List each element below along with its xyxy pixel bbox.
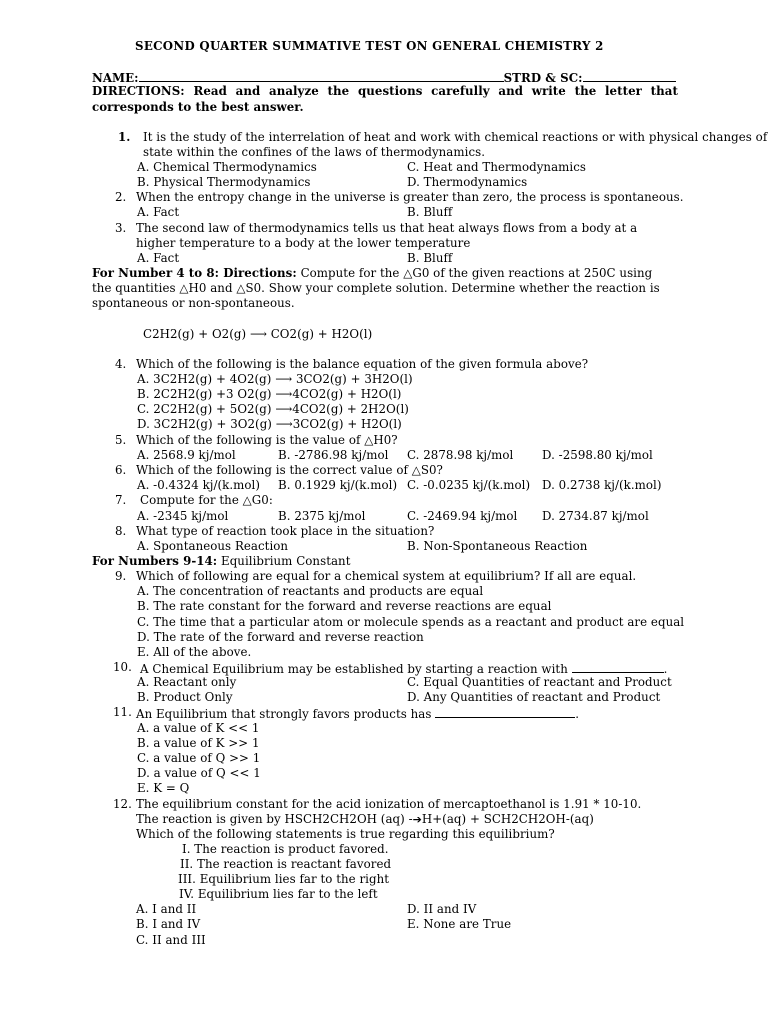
q8-option-a: A. Spontaneous Reaction (137, 539, 289, 553)
section-4-8-line3: spontaneous or non-spontaneous. (92, 296, 295, 310)
q1-option-d: D. Thermodynamics (407, 175, 528, 189)
q7-option-a: A. -2345 kj/mol (137, 509, 229, 523)
q4-option-c: C. 2C2H2(g) + 5O2(g) ⟶4CO2(g) + 2H2O(l) (137, 402, 409, 416)
q2-option-a: A. Fact (137, 205, 180, 219)
q9-number: 9. (115, 569, 127, 583)
q1-option-b: B. Physical Thermodynamics (137, 175, 311, 189)
name-blank[interactable] (139, 69, 504, 82)
q10-option-b: B. Product Only (137, 690, 233, 704)
q10-option-a: A. Reactant only (137, 675, 237, 689)
reaction-equation: C2H2(g) + O2(g) ⟶ CO2(g) + H2O(l) (143, 327, 373, 341)
q6-option-d: D. 0.2738 kj/(k.mol) (542, 478, 662, 492)
section-9-14 (92, 554, 351, 569)
q5-option-d: D. -2598.80 kj/mol (542, 448, 653, 462)
q12-option-c: C. II and III (136, 933, 206, 947)
name-label: NAME: (92, 71, 139, 85)
q5-option-a: A. 2568.9 kj/mol (137, 448, 236, 462)
q10-option-d: D. Any Quantities of reactant and Product (407, 690, 661, 704)
q7-option-c: C. -2469.94 kj/mol (407, 509, 518, 523)
q5-option-c: C. 2878.98 kj/mol (407, 448, 514, 462)
q7-text: Compute for the △G0: (140, 493, 273, 507)
q4-option-b: B. 2C2H2(g) +3 O2(g) ⟶4CO2(g) + H2O(l) (137, 387, 402, 401)
q1-text-line2: state within the confines of the laws of thermodynamics. (143, 145, 486, 159)
q10-text: A Chemical Equilibrium may be established by starting a reaction with (140, 662, 568, 676)
strand-blank[interactable] (583, 69, 676, 82)
q3-text-line2: higher temperature to a body at the lower temperature (136, 236, 471, 250)
section-4-8-line1 (92, 266, 652, 281)
q12-option-a: A. I and II (136, 902, 197, 916)
q12-reaction-right: H+(aq) + SCH2CH2OH-(aq) (421, 812, 594, 826)
q9-option-d: D. The rate of the forward and reverse reaction (137, 630, 424, 644)
q1-number: 1. (118, 130, 131, 144)
q4-option-a: A. 3C2H2(g) + 4O2(g) ⟶ 3CO2(g) + 3H2O(l) (137, 372, 413, 386)
q12-option-b: B. I and IV (136, 917, 201, 931)
q6-text: Which of the following is the correct value of △S0? (136, 463, 443, 477)
section-9-14-label: For Numbers 9-14: (92, 554, 218, 568)
q5-number: 5. (115, 433, 127, 447)
q12-statement-3: III. Equilibrium lies far to the right (178, 872, 390, 886)
q3-number: 3. (115, 221, 127, 235)
q12-reaction-left: The reaction is given by HSCH2CH2OH (aq) - (136, 812, 413, 826)
q8-number: 8. (115, 524, 127, 538)
q1-text-line1: It is the study of the interrelation of heat and work with chemical reactions or with physical changes of (143, 130, 768, 144)
q9-option-c: C. The time that a particular atom or molecule spends as a reactant and product are equal (137, 615, 685, 629)
q2-text: When the entropy change in the universe is greater than zero, the process is spontaneous. (136, 190, 684, 204)
q3-option-b: B. Bluff (407, 251, 453, 265)
q7-number: 7. (115, 493, 127, 507)
q12-number: 12. (113, 797, 132, 811)
q11-number: 11. (113, 705, 132, 719)
q12-statement-1: I. The reaction is product favored. (182, 842, 389, 856)
q10-number: 10. (113, 660, 132, 674)
q9-option-a: A. The concentration of reactants and products are equal (137, 584, 484, 598)
q11-option-a: A. a value of K << 1 (137, 721, 260, 735)
q11-option-e: E. K = Q (137, 781, 190, 795)
q12-option-e: E. None are True (407, 917, 512, 931)
q2-number: 2. (115, 190, 127, 204)
q3-text-line1: The second law of thermodynamics tells us that heat always flows from a body at a (136, 221, 638, 235)
q10-text-line: A Chemical Equilibrium may be established by starting a reaction with . (140, 662, 668, 676)
q4-option-d: D. 3C2H2(g) + 3O2(g) ⟶3CO2(g) + H2O(l) (137, 417, 402, 431)
q9-option-e: E. All of the above. (137, 645, 252, 659)
q10-option-c: C. Equal Quantities of reactant and Product (407, 675, 672, 689)
q8-text: What type of reaction took place in the situation? (136, 524, 435, 538)
q2-option-b: B. Bluff (407, 205, 453, 219)
q6-option-a: A. -0.4324 kj/(k.mol) (137, 478, 261, 492)
q6-option-b: B. 0.1929 kj/(k.mol) (278, 478, 398, 492)
section-4-8-line2: the quantities △H0 and △S0. Show your complete solution. Determine whether the reaction is (92, 281, 660, 295)
directions: DIRECTIONS: Read and analyze the questions carefully and write the letter that corresponds to the best answer. (92, 84, 678, 114)
q4-number: 4. (115, 357, 127, 371)
q10-blank (572, 660, 664, 673)
q9-option-b: B. The rate constant for the forward and reverse reactions are equal (137, 599, 552, 613)
q11-blank (435, 705, 575, 718)
q5-text: Which of the following is the value of △H0? (136, 433, 398, 447)
q8-option-b: B. Non-Spontaneous Reaction (407, 539, 588, 553)
section-9-14-topic: Equilibrium Constant (221, 554, 351, 568)
right-arrow-icon: ➔ (412, 813, 422, 826)
q12-statement-4: IV. Equilibrium lies far to the left (179, 887, 378, 901)
q12-statement-2: II. The reaction is reactant favored (180, 857, 392, 871)
q11-text: An Equilibrium that strongly favors products has (136, 707, 432, 721)
q1-option-c: C. Heat and Thermodynamics (407, 160, 586, 174)
q11-text-line: An Equilibrium that strongly favors products has . (136, 707, 580, 721)
section-4-8-label: For Number 4 to 8: Directions: (92, 266, 297, 280)
q3-option-a: A. Fact (137, 251, 180, 265)
q12-text-line1: The equilibrium constant for the acid ionization of mercaptoethanol is 1.91 * 10-10. (136, 797, 642, 811)
q11-option-c: C. a value of Q >> 1 (137, 751, 261, 765)
q12-text-line3: Which of the following statements is true regarding this equilibrium? (136, 827, 555, 841)
q9-text: Which of following are equal for a chemical system at equilibrium? If all are equal. (136, 569, 637, 583)
q7-option-d: D. 2734.87 kj/mol (542, 509, 649, 523)
q1-option-a: A. Chemical Thermodynamics (137, 160, 317, 174)
q6-number: 6. (115, 463, 127, 477)
section-4-8-directions: Compute for the △G0 of the given reactions at 250C using (300, 266, 653, 280)
q7-option-b: B. 2375 kj/mol (278, 509, 366, 523)
q11-option-b: B. a value of K >> 1 (137, 736, 260, 750)
q11-option-d: D. a value of Q << 1 (137, 766, 261, 780)
strand-label: STRD & SC: (503, 71, 583, 85)
page-title: SECOND QUARTER SUMMATIVE TEST ON GENERAL CHEMISTRY 2 (135, 39, 604, 53)
q12-option-d: D. II and IV (407, 902, 477, 916)
q4-text: Which of the following is the balance equation of the given formula above? (136, 357, 589, 371)
q5-option-b: B. -2786.98 kj/mol (278, 448, 389, 462)
q6-option-c: C. -0.0235 kj/(k.mol) (407, 478, 531, 492)
q12-text-line2 (136, 812, 594, 827)
